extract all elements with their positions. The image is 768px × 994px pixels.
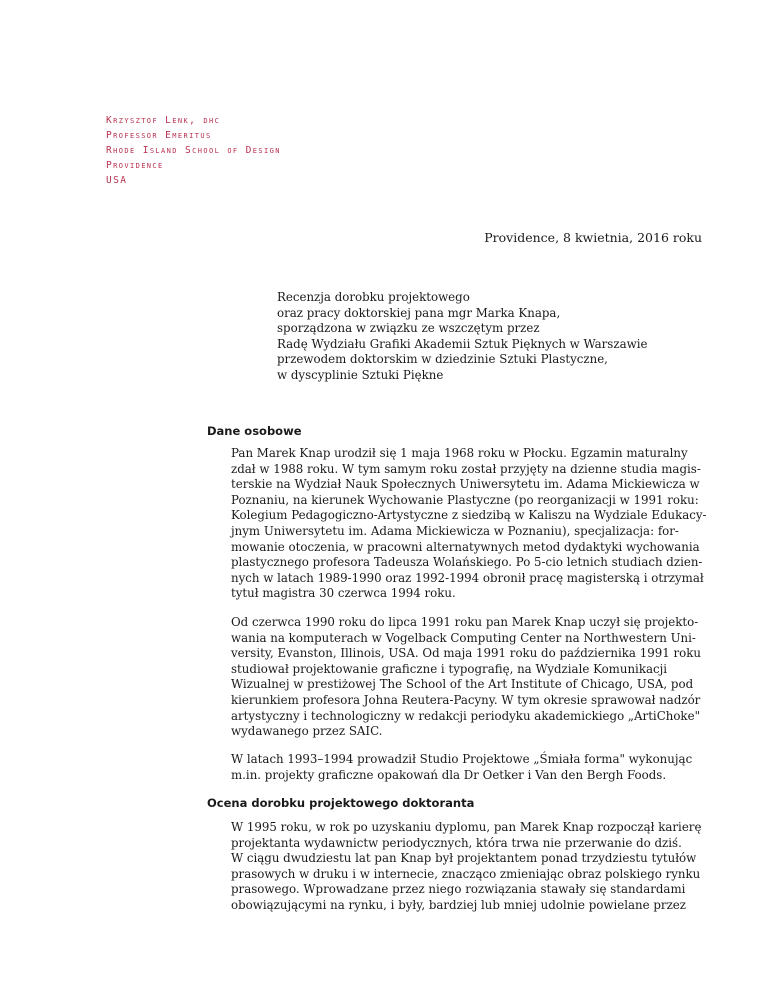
subject-line: w dyscyplinie Sztuki Piękne (277, 367, 444, 382)
paragraph-career (231, 820, 701, 914)
text-line: jnym Uniwersytetu im. Adama Mickiewicza w Poznaniu), specjalizacja: for- (231, 523, 679, 538)
text-line: Pan Marek Knap urodził się 1 maja 1968 roku w Płocku. Egzamin maturalny (231, 446, 688, 460)
text-line: mowanie otoczenia, w pracowni alternatywnych metod dydaktyki wychowania (231, 539, 700, 554)
date-line: Providence, 8 kwietnia, 2016 roku (484, 230, 702, 245)
subject-line: sporządzona w związku ze wszczętym przez (277, 321, 540, 335)
paragraph-education (231, 446, 707, 602)
text-line: artystyczny i technologiczny w redakcji periodyku akademickiego „ArtiChoke" (231, 708, 700, 723)
subject-line: Radę Wydziału Grafiki Akademii Sztuk Pięknych w Warszawie (277, 336, 648, 351)
text-line: m.in. projekty graficzne opakowań dla Dr Oetker i Van den Bergh Foods. (231, 767, 667, 782)
subject-line: Recenzja dorobku projektowego (277, 290, 470, 304)
text-line: wania na komputerach w Vogelback Computing Center na Northwestern Uni- (231, 630, 696, 645)
text-line: W ciągu dwudziestu lat pan Knap był projektantem ponad trzydziestu tytułów (231, 851, 697, 866)
subject-line: przewodem doktorskim w dziedzinie Sztuki Plastyczne, (277, 352, 608, 366)
text-line: Od czerwca 1990 roku do lipca 1991 roku pan Marek Knap uczył się projekto- (231, 615, 699, 629)
text-line: Poznaniu, na kierunek Wychowanie Plastyczne (po reorganizacji w 1991 roku: (231, 492, 699, 507)
text-line: projektanta wydawnictw periodycznych, która trwa nie przerwanie do dziś. (231, 835, 682, 850)
text-line: zdał w 1988 roku. W tym samym roku został przyjęty na dzienne studia magis- (231, 461, 701, 476)
section-heading-personal: Dane osobowe (207, 424, 302, 438)
text-line: W 1995 roku, w rok po uzyskaniu dyplomu, pan Marek Knap rozpoczął karierę (231, 820, 702, 834)
subject-line: oraz pracy doktorskiej pana mgr Marka Knapa, (277, 305, 561, 320)
text-line: kierunkiem profesora Johna Reutera-Pacyny. W tym okresie sprawował nadzór (231, 692, 701, 707)
letterhead-title: Professor Emeritus (106, 130, 212, 141)
text-line: wydawanego przez SAIC. (231, 724, 383, 739)
text-line: Wizualnej w prestiżowej The School of the Art Institute of Chicago, USA, pod (231, 677, 694, 692)
text-line: Kolegium Pedagogiczno-Artystyczne z siedzibą w Kaliszu na Wydziale Edukacy- (231, 508, 707, 523)
text-line: plastycznego profesora Tadeusza Wolańskiego. Po 5-cio letnich studiach dzien- (231, 555, 703, 570)
text-line: prasowych w druku i w internecie, znacząco zmieniając obraz polskiego rynku (231, 866, 701, 881)
text-line: tytuł magistra 30 czerwca 1994 roku. (231, 586, 456, 601)
section-heading-assessment: Ocena dorobku projektowego doktoranta (207, 796, 475, 810)
text-line: prasowego. Wprowadzane przez niego rozwiązania stawały się standardami (231, 882, 686, 897)
letterhead-city: Providence (106, 160, 164, 171)
subject-block (277, 290, 647, 383)
text-line: W latach 1993–1994 prowadził Studio Projektowe „Śmiała forma" wykonując (231, 752, 693, 766)
letterhead-institution: Rhode Island School of Design (106, 145, 281, 156)
text-line: obowiązującymi na rynku, i były, bardziej lub mniej udolnie powielane przez (231, 897, 686, 912)
text-line: nych w latach 1989-1990 oraz 1992-1994 obronił pracę magisterską i otrzymał (231, 570, 704, 585)
text-line: versity, Evanston, Illinois, USA. Od maja 1991 roku do października 1991 roku (231, 646, 701, 661)
paragraph-usa-studies (231, 615, 701, 740)
paragraph-studio (231, 752, 692, 783)
text-line: studiował projektowanie graficzne i typografię, na Wydziale Komunikacji (231, 661, 668, 676)
letterhead-country: USA (106, 175, 128, 186)
letterhead-name: Krzysztof Lenk, dhc (106, 115, 221, 126)
text-line: terskie na Wydział Nauk Społecznych Uniwersytetu im. Adama Mickiewicza w (231, 477, 700, 492)
letterhead (106, 113, 281, 188)
